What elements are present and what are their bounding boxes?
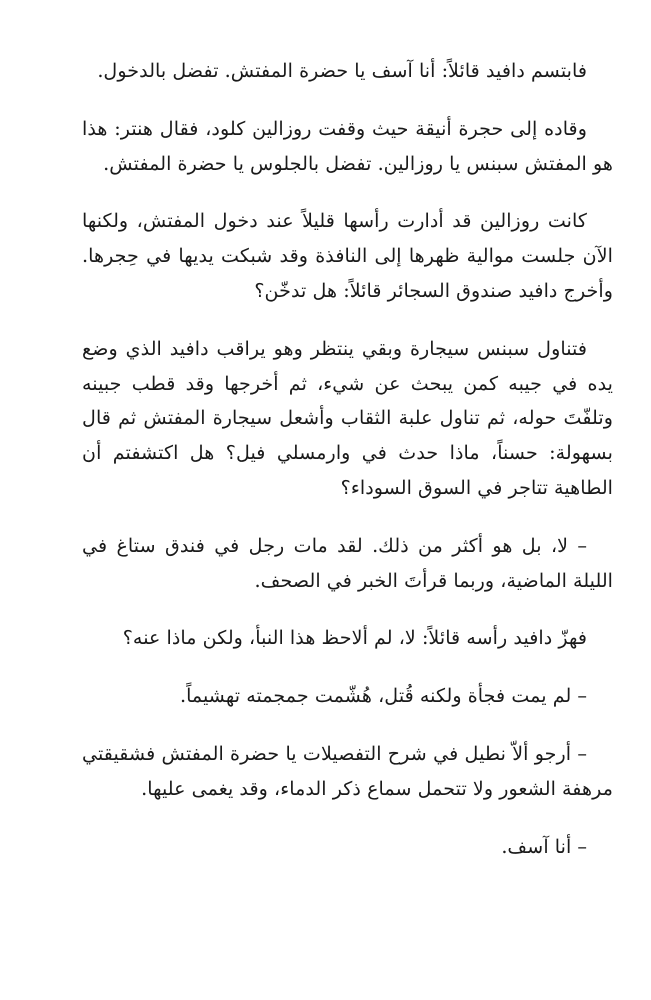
paragraph-1: فابتسم دافيد قائلاً: أنا آسف يا حضرة المفتش. تفضل بالدخول. — [97, 59, 587, 82]
paragraph-8: – أرجو ألاّ نطيل في شرح التفصيلات يا حضرة المفتش فشقيقتي مرهفة الشعور ولا تتحمل سماع ذكر الدماء، وقد يغمى عليها. — [82, 741, 613, 800]
paragraph-9: – أنا آسف. — [501, 834, 587, 858]
paragraph-5: – لا، بل هو أكثر من ذلك. لقد مات رجل في فندق ستاغ في الليلة الماضية، وربما قرأتَ الخبر في الصحف. — [82, 533, 613, 592]
paragraph-6: فهزّ دافيد رأسه قائلاً: لا، لم ألاحظ هذا النبأ، ولكن ماذا عنه؟ — [122, 626, 587, 650]
paragraph-7: – لم يمت فجأة ولكنه قُتل، هُشّمت جمجمته تهشيماً. — [179, 684, 587, 708]
book-page — [82, 54, 613, 864]
paragraph-2: وقاده إلى حجرة أنيقة حيث وقفت روزالين كلود، فقال هنتر: هذا هو المفتش سبنس يا روزالين. تفضل بالجلوس يا حضرة المفتش. — [82, 116, 613, 175]
paragraph-3: كانت روزالين قد أدارت رأسها قليلاً عند دخول المفتش، ولكنها الآن جلست موالية ظهرها إلى النافذة وقد شبكت يديها في حِجرها. وأخرج دافيد صندوق السجائر قائلاً: هل تدخّن؟ — [82, 209, 613, 302]
paragraph-4: فتناول سبنس سيجارة وبقي ينتظر وهو يراقب دافيد الذي وضع يده في جيبه كمن يبحث عن شيء، ثم أخرجها وقد قطب جبينه وتلفّتَ حوله، ثم تناول علبة الثقاب وأشعل سيجارة المفتش ثم قال بسهولة: حسناً، ماذا حدث في وارمسلي فيل؟ هل اكتشفتم أن الطاهية تتاجر في السوق السوداء؟ — [82, 336, 613, 499]
